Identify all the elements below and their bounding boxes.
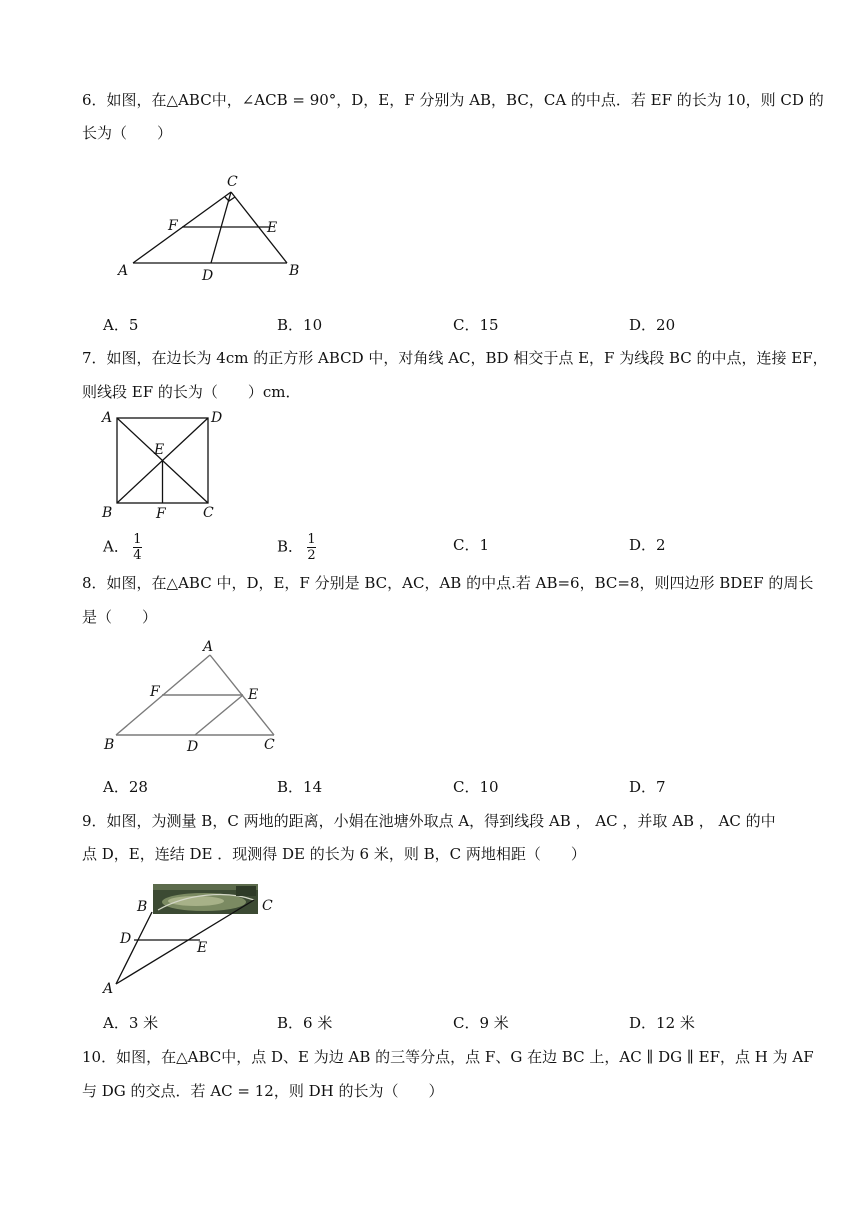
- question-6-option-a: A．5: [103, 316, 139, 334]
- label-c: C: [227, 174, 238, 190]
- option-b-letter: B．: [277, 537, 304, 556]
- question-6-option-b: B．10: [277, 316, 323, 334]
- question-9-line-1: 9．如图，为测量 B，C 两地的距离，小娟在池塘外取点 A，得到线段 AB ， AC ，并取 AB ， AC 的中: [82, 812, 776, 830]
- question-8-option-c: C．10: [453, 778, 499, 796]
- label-f: F: [150, 684, 160, 700]
- fraction-numerator: 1: [133, 532, 142, 547]
- label-c: C: [203, 505, 214, 521]
- label-e: E: [267, 220, 278, 236]
- label-b: B: [137, 899, 148, 915]
- question-8-option-d: D．7: [629, 778, 666, 796]
- label-a: A: [103, 981, 114, 997]
- label-d: D: [211, 410, 223, 426]
- label-f: F: [156, 506, 166, 522]
- question-6-figure: [110, 172, 310, 287]
- option-a-letter: A．: [103, 537, 129, 556]
- question-9-option-b: B．6 米: [277, 1014, 333, 1032]
- question-6-option-c: C．15: [453, 316, 499, 334]
- question-9-option-a: A．3 米: [103, 1014, 159, 1032]
- label-a: A: [203, 639, 214, 655]
- label-f: F: [168, 218, 178, 234]
- question-9-line-2: 点 D，E，连结 DE ．现测得 DE 的长为 6 米，则 B，C 两地相距（ ）: [82, 845, 586, 863]
- fraction-one-quarter: [133, 533, 142, 562]
- question-7-option-b: [277, 533, 316, 562]
- label-c: C: [264, 737, 275, 753]
- question-7-line-1: 7．如图，在边长为 4cm 的正方形 ABCD 中，对角线 AC，BD 相交于点 E，F 为线段 BC 的中点，连接 EF，: [82, 349, 828, 367]
- label-a: A: [118, 263, 129, 279]
- question-7-option-a: [103, 533, 142, 562]
- fraction-one-half: [307, 533, 316, 562]
- label-b: B: [289, 263, 300, 279]
- question-7-figure: [98, 405, 228, 523]
- fraction-denominator: 4: [133, 548, 142, 563]
- pond-photo: [153, 884, 258, 914]
- question-6-line-1: 6．如图，在△ABC中，∠ACB = 90°，D，E，F 分别为 AB，BC，CA 的中点．若 EF 的长为 10，则 CD 的: [82, 91, 824, 109]
- question-6-option-d: D．20: [629, 316, 676, 334]
- label-d: D: [187, 739, 199, 755]
- label-b: B: [102, 505, 113, 521]
- question-8-line-2: 是（ ）: [82, 608, 158, 626]
- segment-de: [195, 695, 243, 735]
- question-8-option-b: B．14: [277, 778, 323, 796]
- label-a: A: [102, 410, 113, 426]
- question-9-option-d: D．12 米: [629, 1014, 695, 1032]
- label-e: E: [197, 940, 208, 956]
- question-10-line-2: 与 DG 的交点．若 AC = 12，则 DH 的长为（ ）: [82, 1082, 444, 1100]
- question-7-option-c: C．1: [453, 536, 490, 554]
- question-9-option-c: C．9 米: [453, 1014, 509, 1032]
- fraction-denominator: 2: [307, 548, 316, 563]
- question-7-line-2: 则线段 EF 的长为（ ）cm．: [82, 383, 301, 401]
- question-6-line-2: 长为（ ）: [82, 124, 173, 142]
- label-d: D: [120, 931, 132, 947]
- question-8-line-1: 8．如图，在△ABC 中，D，E，F 分别是 BC，AC，AB 的中点.若 AB=6，BC=8，则四边形 BDEF 的周长: [82, 574, 814, 592]
- label-c: C: [262, 898, 273, 914]
- question-9-figure: [96, 880, 286, 998]
- fraction-numerator: 1: [307, 532, 316, 547]
- label-e: E: [154, 442, 165, 458]
- question-8-option-a: A．28: [103, 778, 148, 796]
- question-8-figure: [100, 638, 285, 756]
- question-7-option-d: D．2: [629, 536, 666, 554]
- label-d: D: [202, 268, 214, 284]
- label-e: E: [248, 687, 259, 703]
- label-b: B: [104, 737, 115, 753]
- question-10-line-1: 10．如图，在△ABC中，点 D、E 为边 AB 的三等分点，点 F、G 在边 BC 上，AC ∥ DG ∥ EF，点 H 为 AF: [82, 1048, 814, 1066]
